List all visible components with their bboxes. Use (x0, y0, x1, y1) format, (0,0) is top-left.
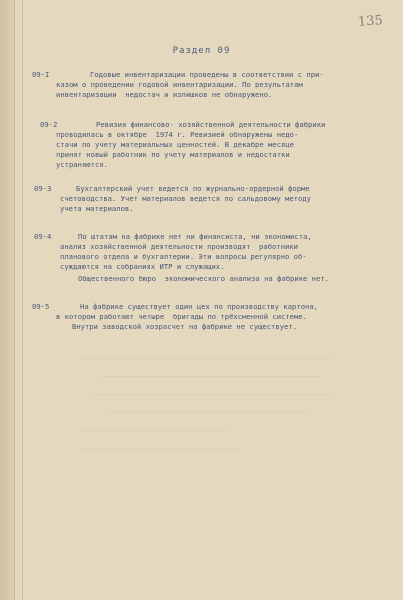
section-line: Внутри заводской хозрасчет на фабрике не существует. (72, 322, 298, 331)
section-line: учета материалов. (60, 204, 134, 213)
binding-line (22, 0, 23, 600)
section-line: Общественного бюро экономического анализа на фабрике нет. (78, 274, 329, 283)
section-number: 09-2 (40, 120, 58, 129)
section-heading: Раздел 09 (172, 46, 231, 56)
section-line: устраняются. (56, 160, 108, 169)
section-09-1 (32, 70, 392, 102)
section-number: 09-3 (34, 184, 52, 193)
section-line: анализ хозяйственной деятельности производят работники (60, 242, 298, 251)
bleed-through (70, 350, 350, 480)
section-number: 09-I (32, 70, 50, 79)
binding-edge (0, 0, 15, 600)
section-line: По штатам на фабрике нет ни финансиста, ни экономиста, (78, 232, 312, 241)
section-line: принят новый работник по учету материалов и недостатки (56, 150, 290, 159)
section-line: Ревизия финансово- хозяйственной деятельности фабрики (96, 120, 326, 129)
section-line: суждаются на собраниях ИТР и служащих. (60, 262, 225, 271)
section-09-4 (32, 232, 392, 284)
section-09-2 (32, 120, 392, 172)
section-number: 09-5 (32, 302, 50, 311)
section-line: На фабрике существует один цех по производству картона, (80, 302, 318, 311)
section-09-5 (32, 302, 392, 334)
section-line: Бухгалтерский учет ведется по журнально-ордерной форме (76, 184, 310, 193)
section-line: проводилась в октябре 1974 г. Ревизией обнаружены недо- (56, 130, 299, 139)
section-line: казом о проведении годовой инвентаризации. По результатам (56, 80, 303, 89)
section-09-3 (32, 184, 392, 216)
section-line: инвентаризации недостач и излишков не обнаружено. (56, 90, 273, 99)
section-line: стачи по учету материальных ценностей. В декабре месяце (56, 140, 294, 149)
section-line: в котором работают четыре бригады по трёхсменной системе. (56, 312, 307, 321)
section-line: планового отдела и бухгалтерии. Эти вопросы регулярно об- (60, 252, 307, 261)
section-line: Годовые инвентаризации проведены в соответствии с при- (90, 70, 324, 79)
section-line: счетоводства. Учет материалов ведется по сальдовому методу (60, 194, 311, 203)
page-number: 135 (357, 13, 384, 30)
section-number: 09-4 (34, 232, 52, 241)
